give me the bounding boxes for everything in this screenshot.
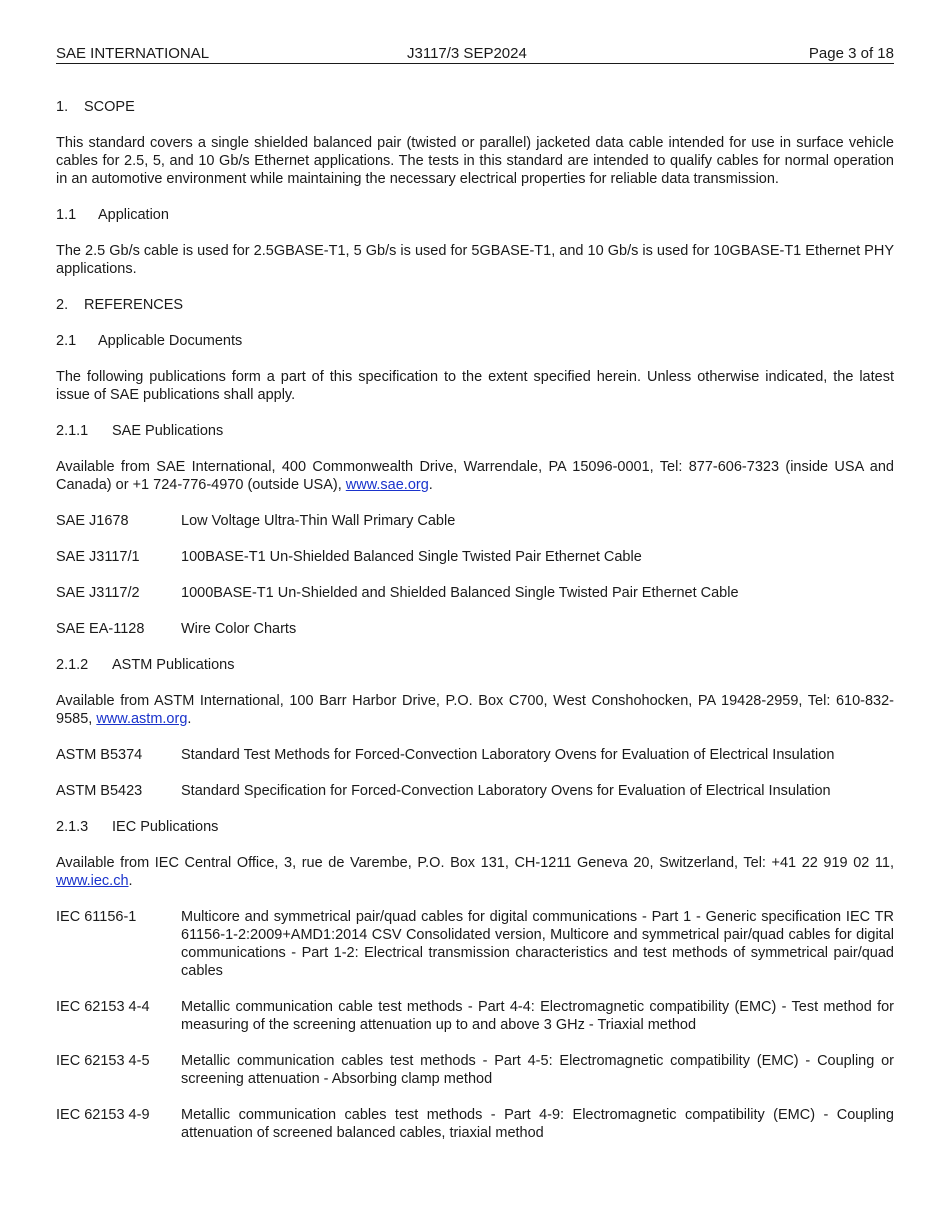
- reference-code: SAE J3117/2: [56, 585, 140, 601]
- section-heading-sae-publications: [56, 422, 894, 440]
- sae-availability-end: .: [428, 477, 433, 493]
- header-document-id: J3117/3 SEP2024: [407, 45, 527, 62]
- reference-code: IEC 61156-1: [56, 909, 137, 925]
- reference-code: SAE EA-1128: [56, 621, 145, 637]
- section-number: 2.: [56, 297, 69, 313]
- section-heading-scope: [56, 98, 894, 116]
- reference-title: 100BASE-T1 Un-Shielded Balanced Single Twisted Pair Ethernet Cable: [181, 549, 642, 565]
- reference-entry: [56, 908, 894, 980]
- application-paragraph: The 2.5 Gb/s cable is used for 2.5GBASE-T1, 5 Gb/s is used for 5GBASE-T1, and 10 Gb/s is used for 10GBASE-T1 Ethernet PHY applications.: [56, 243, 894, 277]
- reference-entry: [56, 782, 894, 800]
- astm-availability-paragraph: [56, 692, 894, 728]
- section-number: 2.1: [56, 333, 77, 349]
- reference-entry: [56, 620, 894, 638]
- scope-paragraph: This standard covers a single shielded balanced pair (twisted or parallel) jacketed data cable intended for use in surface vehicle cables for 2.5, 5, and 10 Gb/s Ethernet applications. The tests in this standard are intended to qualify cables for normal operation in an automotive environment while maintaining the necessary electrical properties for reliable data transmission.: [56, 135, 894, 187]
- section-number: 1.1: [56, 207, 77, 223]
- reference-title: Metallic communication cables test methods - Part 4-5: Electromagnetic compatibility (EMC) - Coupling or screening attenuation - Absorbing clamp method: [181, 1053, 894, 1087]
- section-number: 2.1.3: [56, 819, 89, 835]
- section-number: 2.1.2: [56, 657, 89, 673]
- reference-entry: [56, 746, 894, 764]
- reference-entry: [56, 548, 894, 566]
- reference-entry: [56, 1052, 894, 1088]
- section-heading-iec-publications: [56, 818, 894, 836]
- reference-title: Multicore and symmetrical pair/quad cables for digital communications - Part 1 - Generic specification IEC TR 61156-1-2:2009+AMD1:2014 CSV Consolidated version, Multicore and symmetrical pair/quad cables for digital communications - Part 1-2: Electrical transmission characteristics and test methods of symmetrical pair/quad cables: [181, 909, 894, 979]
- reference-title: Low Voltage Ultra-Thin Wall Primary Cable: [181, 513, 456, 529]
- astm-availability-end: .: [187, 711, 192, 727]
- sae-availability-text: Available from SAE International, 400 Commonwealth Drive, Warrendale, PA 15096-0001, Tel: 877-606-7323 (inside USA and Canada) or +1 724-776-4970 (outside USA),: [56, 459, 894, 493]
- reference-code: IEC 62153 4-4: [56, 999, 150, 1015]
- reference-title: Metallic communication cable test methods - Part 4-4: Electromagnetic compatibility (EMC) - Test method for measuring of the screening attenuation up to and above 3 GHz - Triaxial method: [181, 999, 894, 1033]
- reference-title: Metallic communication cables test methods - Part 4-9: Electromagnetic compatibility (EMC) - Coupling attenuation of screened balanced cables, triaxial method: [181, 1107, 894, 1141]
- reference-entry: [56, 584, 894, 602]
- iec-availability-text: Available from IEC Central Office, 3, rue de Varembe, P.O. Box 131, CH-1211 Geneva 20, Switzerland, Tel: +41 22 919 02 11,: [56, 855, 894, 871]
- section-title: IEC Publications: [112, 819, 219, 835]
- header-organization: SAE INTERNATIONAL: [56, 45, 210, 62]
- iec-availability-paragraph: [56, 854, 894, 890]
- astm-website-link[interactable]: www.astm.org: [96, 711, 188, 727]
- page-header: [56, 45, 894, 64]
- iec-availability-end: .: [128, 873, 133, 889]
- reference-code: SAE J1678: [56, 513, 129, 529]
- reference-code: IEC 62153 4-9: [56, 1107, 150, 1123]
- header-page-number: Page 3 of 18: [808, 45, 894, 62]
- reference-code: ASTM B5374: [56, 747, 143, 763]
- reference-title: Standard Test Methods for Forced-Convection Laboratory Ovens for Evaluation of Electrical Insulation: [181, 747, 835, 763]
- section-title: Applicable Documents: [98, 333, 243, 349]
- section-number: 1.: [56, 99, 69, 115]
- reference-entry: [56, 1106, 894, 1142]
- reference-code: IEC 62153 4-5: [56, 1053, 150, 1069]
- reference-title: Standard Specification for Forced-Convection Laboratory Ovens for Evaluation of Electrical Insulation: [181, 783, 831, 799]
- reference-entry: [56, 998, 894, 1034]
- applicable-documents-paragraph: The following publications form a part of this specification to the extent specified herein. Unless otherwise indicated, the latest issue of SAE publications shall apply.: [56, 369, 894, 403]
- section-heading-application: [56, 206, 894, 224]
- sae-availability-paragraph: [56, 458, 894, 494]
- reference-code: SAE J3117/1: [56, 549, 140, 565]
- astm-availability-text: Available from ASTM International, 100 Barr Harbor Drive, P.O. Box C700, West Conshohocken, PA 19428-2959, Tel: 610-832-9585,: [56, 693, 894, 727]
- reference-title: 1000BASE-T1 Un-Shielded and Shielded Balanced Single Twisted Pair Ethernet Cable: [181, 585, 739, 601]
- section-title: REFERENCES: [84, 297, 184, 313]
- section-title: Application: [98, 207, 169, 223]
- section-title: SCOPE: [84, 99, 135, 115]
- section-heading-applicable-documents: [56, 332, 894, 350]
- document-page: [56, 45, 894, 1142]
- reference-entry: [56, 512, 894, 530]
- reference-title: Wire Color Charts: [181, 621, 297, 637]
- sae-website-link[interactable]: www.sae.org: [345, 477, 429, 493]
- reference-code: ASTM B5423: [56, 783, 143, 799]
- section-heading-astm-publications: [56, 656, 894, 674]
- iec-website-link[interactable]: www.iec.ch: [56, 873, 129, 889]
- section-title: ASTM Publications: [112, 657, 235, 673]
- section-title: SAE Publications: [112, 423, 224, 439]
- section-heading-references: [56, 296, 894, 314]
- section-number: 2.1.1: [56, 423, 89, 439]
